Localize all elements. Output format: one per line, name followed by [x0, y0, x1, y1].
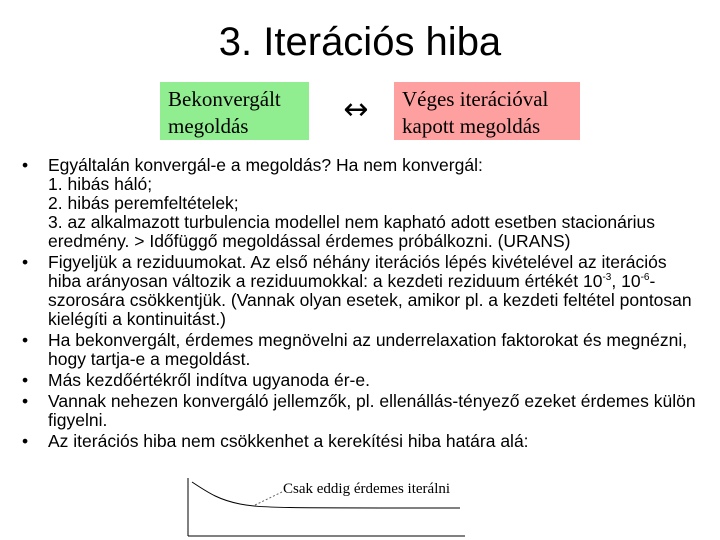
double-arrow-icon: ↔ [343, 92, 369, 127]
exponent-minus-6: -6 [640, 272, 650, 284]
converged-solution-line1: Bekonvergált [168, 87, 281, 111]
bullet-marker: • [22, 431, 29, 451]
bullet-residuals-text-b: , 10 [611, 271, 641, 291]
bullet-marker: • [22, 252, 29, 272]
bullet-convergence-item-3: 3. az alkalmazott turbulencia modellel nem kapható adott esetben stacionárius eredmény. > Időfüggő megoldással érdemes próbálkozni. (URANS) [48, 212, 656, 251]
finite-iteration-solution-box [394, 82, 580, 140]
bullet-residuals-text-a: Figyeljük a reziduumokat. Az első néhány iterációs lépés kivételével az iterációs hiba arányosan változik a reziduumokkal: a kezdeti reziduum értékét 10 [48, 252, 667, 291]
bullet-convergence-item-1: 1. hibás háló; [48, 174, 153, 194]
slide-title: 3. Iterációs hiba [218, 20, 502, 64]
bullet-convergence [22, 156, 702, 251]
graph-annotation: Csak eddig érdemes iterálni [283, 481, 451, 497]
annotation-leader-line [255, 492, 282, 505]
bullet-underrelaxation [22, 331, 702, 369]
bullet-residuals [22, 253, 702, 329]
bullet-hard-quantities [22, 392, 702, 430]
bullet-initial-values [22, 371, 702, 390]
bullet-convergence-intro: Egyáltalán konvergál-e a megoldás? Ha nem konvergál: [48, 155, 483, 175]
finite-iteration-line2: kapott megoldás [402, 114, 541, 138]
bullet-marker: • [22, 155, 29, 175]
converged-solution-box [160, 82, 309, 140]
finite-iteration-line1: Véges iterációval [402, 87, 549, 111]
bullet-marker: • [22, 330, 29, 350]
bullet-residuals-text-c: -szorosára csökkentjük. (Vannak olyan esetek, amikor pl. a kezdeti feltétel pontosan kielégíti a kontinuitást.) [48, 271, 692, 329]
exponent-minus-3: -3 [602, 272, 612, 284]
converged-solution-line2: megoldás [168, 114, 249, 138]
bullet-list [22, 156, 702, 453]
bullet-rounding-error-text: Az iterációs hiba nem csökkenhet a kerekítési hiba határa alá: [48, 431, 529, 451]
bullet-initial-values-text: Más kezdőértékről indítva ugyanoda ér-e. [48, 370, 370, 390]
bullet-hard-quantities-text: Vannak nehezen konvergáló jellemzők, pl. ellenállás-tényező ezeket érdemes külön figyelni. [48, 391, 696, 430]
bullet-marker: • [22, 391, 29, 411]
bullet-rounding-error [22, 432, 702, 451]
bullet-convergence-item-2: 2. hibás peremfeltételek; [48, 193, 239, 213]
bullet-marker: • [22, 370, 29, 390]
bullet-underrelaxation-text: Ha bekonvergált, érdemes megnövelni az underrelaxation faktorokat és megnézni, hogy tartja-e a megoldást. [48, 330, 688, 369]
